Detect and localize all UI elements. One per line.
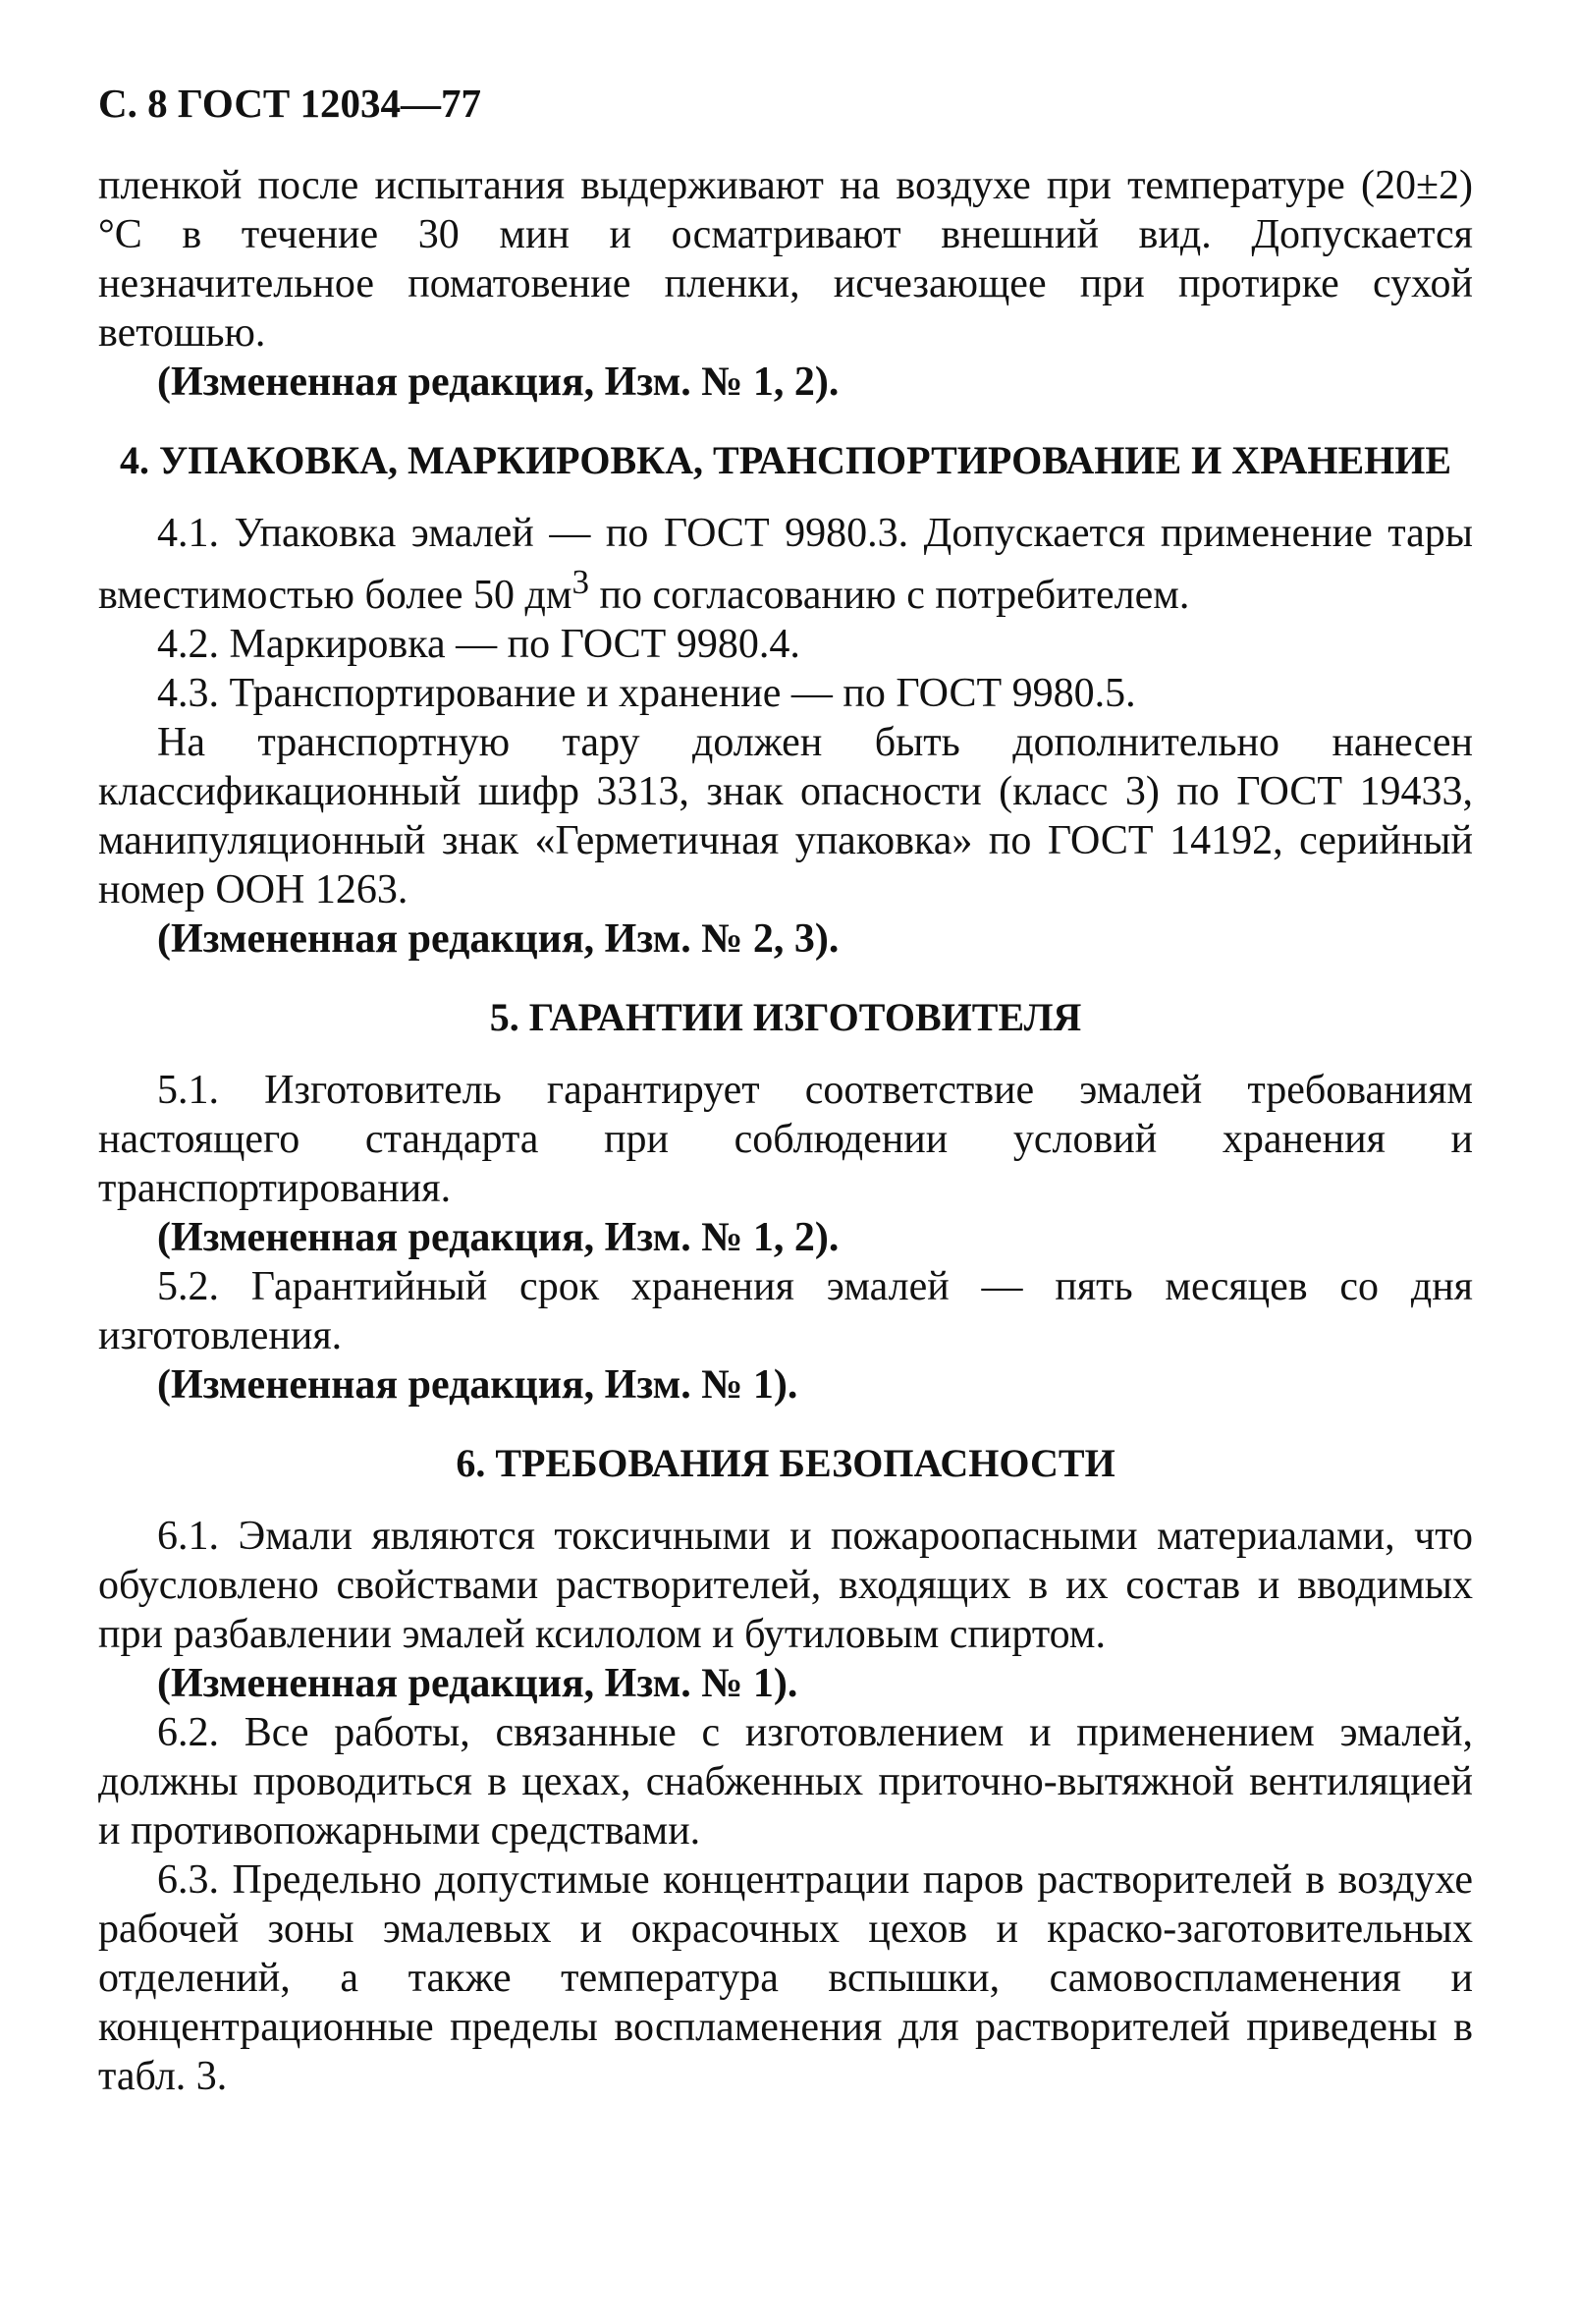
clause-5-2: 5.2. Гарантийный срок хранения эмалей — пять месяцев со дня изготовления. [98, 1264, 1473, 1358]
section-6-heading: 6. ТРЕБОВАНИЯ БЕЗОПАСНОСТИ [456, 1441, 1115, 1485]
section-4-revision-note: (Измененная редакция, Изм. № 2, 3). [157, 916, 840, 962]
document-page [98, 79, 1473, 2101]
clause-6-1: 6.1. Эмали являются токсичными и пожароопасными материалами, что обусловлено свойствами растворителей, входящих в их состав и вводимых при разбавлении эмалей ксилолом и бутиловым спиртом. [98, 1514, 1473, 1657]
clause-6-1-revision-note: (Измененная редакция, Изм. № 1). [157, 1661, 798, 1706]
intro-paragraph: пленкой после испытания выдерживают на воздухе при температуре (20±2) °С в течение 30 мин и осматривают внешний вид. Допускается незначительное поматовение пленки, исчезающее при протирке сухой ветошью. [98, 163, 1473, 356]
clause-4-2: 4.2. Маркировка — по ГОСТ 9980.4. [157, 622, 800, 667]
page-header: С. 8 ГОСТ 12034—77 [98, 81, 482, 126]
intro-revision-note: (Измененная редакция, Изм. № 1, 2). [157, 360, 840, 405]
section-4-heading: 4. УПАКОВКА, МАРКИРОВКА, ТРАНСПОРТИРОВАНИЕ И ХРАНЕНИЕ [119, 438, 1452, 482]
clause-4-3: 4.3. Транспортирование и хранение — по ГОСТ 9980.5. [157, 671, 1136, 716]
clause-6-2: 6.2. Все работы, связанные с изготовлением и применением эмалей, должны проводиться в цехах, снабженных приточно-вытяжной вентиляцией и противопожарными средствами. [98, 1710, 1473, 1854]
section-5-heading: 5. ГАРАНТИИ ИЗГОТОВИТЕЛЯ [489, 995, 1082, 1039]
clause-4-1 [98, 509, 1473, 620]
clause-4-3-extra: На транспортную тару должен быть дополнительно нанесен классификационный шифр 3313, знак опасности (класс 3) по ГОСТ 19433, манипуляционный знак «Герметичная упаковка» по ГОСТ 14192, серийный номер ООН 1263. [98, 720, 1473, 913]
clause-5-1-revision-note: (Измененная редакция, Изм. № 1, 2). [157, 1215, 840, 1260]
clause-4-1-superscript: 3 [571, 563, 590, 601]
clause-4-1-text-end: по согласованию с потребителем. [589, 573, 1190, 618]
clause-5-2-revision-note: (Измененная редакция, Изм. № 1). [157, 1362, 798, 1408]
clause-4-1-text: 4.1. Упаковка эмалей — по ГОСТ 9980.3. Допускается применение тары вместимостью более 50 дм [98, 511, 1473, 618]
clause-6-3: 6.3. Предельно допустимые концентрации паров растворителей в воздухе рабочей зоны эмалевых и окрасочных цехов и краско-заготовительных отделений, а также температура вспышки, самовоспламенения и концентрационные пределы воспламенения для растворителей приведены в табл. 3. [98, 1857, 1473, 2099]
clause-5-1: 5.1. Изготовитель гарантирует соответствие эмалей требованиям настоящего стандарта при соблюдении условий хранения и транспортирования. [98, 1068, 1473, 1211]
